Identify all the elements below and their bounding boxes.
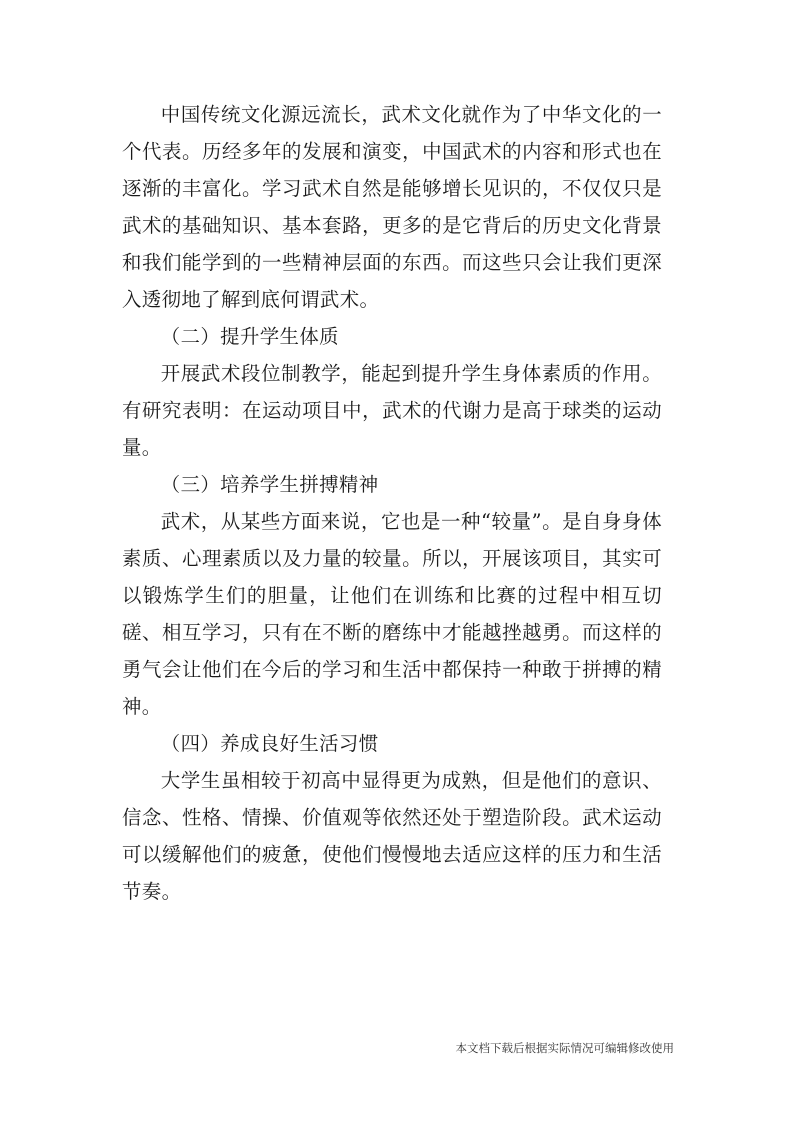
document-body — [122, 96, 662, 910]
footer-note: 本文档下载后根据实际情况可编辑修改使用 — [455, 1041, 674, 1055]
paragraph-spirit: 武术，从某些方面来说，它也是一种“较量”。是自身身体素质、心理素质以及力量的较量。所以，开展该项目，其实可以锻炼学生们的胆量，让他们在训练和比赛的过程中相互切磋、相互学习，只有在不断的磨练中才能越挫越勇。而这样的勇气会让他们在今后的学习和生活中都保持一种敢于拼搏的精神。 — [122, 510, 662, 718]
paragraph-wushu-culture: 中国传统文化源远流长，武术文化就作为了中华文化的一个代表。历经多年的发展和演变，中国武术的内容和形式也在逐渐的丰富化。学习武术自然是能够增长见识的，不仅仅只是武术的基础知识、基本套路，更多的是它背后的历史文化背景和我们能学到的一些精神层面的东西。而这些只会让我们更深入透彻地了解到底何谓武术。 — [122, 103, 662, 311]
section-heading-habits: （四）养成良好生活习惯 — [160, 732, 379, 755]
section-heading-spirit: （三）培养学生拼搏精神 — [160, 473, 379, 496]
section-heading-physique: （二）提升学生体质 — [160, 325, 339, 348]
paragraph-physique: 开展武术段位制教学，能起到提升学生身体素质的作用。有研究表明：在运动项目中，武术的代谢力是高于球类的运动量。 — [122, 362, 662, 459]
paragraph-habits: 大学生虽相较于初高中显得更为成熟，但是他们的意识、信念、性格、情操、价值观等依然还处于塑造阶段。武术运动可以缓解他们的疲惫，使他们慢慢地去适应这样的压力和生活节奏。 — [122, 769, 662, 903]
